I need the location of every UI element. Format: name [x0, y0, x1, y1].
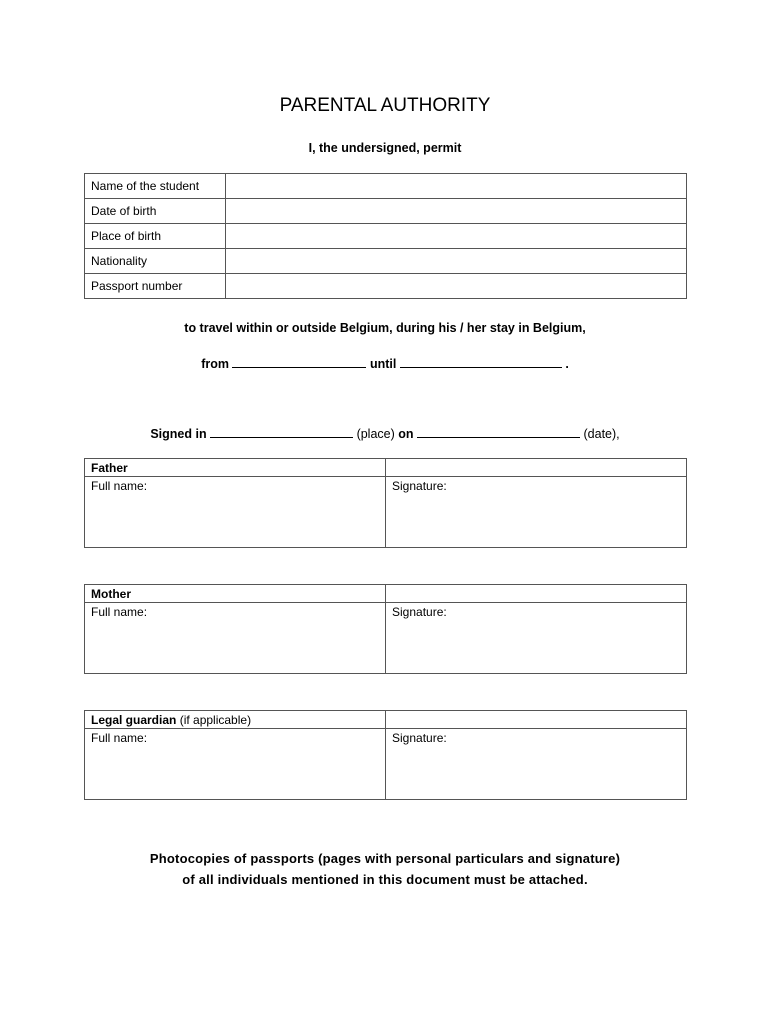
signed-in-line	[0, 426, 770, 441]
mother-header-empty	[386, 585, 687, 603]
place-label: (place)	[356, 427, 395, 441]
signed-in-label: Signed in	[150, 427, 207, 441]
from-date-blank[interactable]	[232, 356, 366, 368]
travel-permission-text: to travel within or outside Belgium, during his / her stay in Belgium,	[184, 321, 586, 335]
passport-number-row	[85, 274, 687, 299]
nationality-label: Nationality	[85, 249, 226, 274]
mother-table	[84, 584, 687, 674]
period-end-mark: .	[565, 357, 569, 371]
date-label: (date),	[583, 427, 620, 441]
father-signature-field[interactable]: Signature:	[386, 477, 687, 548]
father-full-name-field[interactable]: Full name:	[85, 477, 386, 548]
footer-note	[0, 848, 770, 890]
nationality-row	[85, 249, 687, 274]
place-of-birth-field[interactable]	[226, 224, 687, 249]
father-header-empty	[386, 459, 687, 477]
passport-number-label: Passport number	[85, 274, 226, 299]
travel-period-line	[0, 356, 770, 371]
legal-guardian-role-label: Legal guardian (if applicable)	[85, 711, 386, 729]
place-of-birth-label: Place of birth	[85, 224, 226, 249]
place-blank[interactable]	[210, 426, 353, 438]
legal-guardian-table	[84, 710, 687, 800]
footer-line-2: of all individuals mentioned in this document must be attached.	[182, 872, 588, 887]
date-of-birth-row	[85, 199, 687, 224]
legal-guardian-header-empty	[386, 711, 687, 729]
student-name-field[interactable]	[226, 174, 687, 199]
father-table	[84, 458, 687, 548]
mother-full-name-field[interactable]: Full name:	[85, 603, 386, 674]
mother-role-label: Mother	[85, 585, 386, 603]
until-date-blank[interactable]	[400, 356, 562, 368]
on-label: on	[398, 427, 414, 441]
passport-number-field[interactable]	[226, 274, 687, 299]
mother-signature-field[interactable]: Signature:	[386, 603, 687, 674]
document-title: PARENTAL AUTHORITY	[279, 95, 491, 116]
until-label: until	[369, 357, 397, 371]
place-of-birth-row	[85, 224, 687, 249]
date-blank[interactable]	[417, 426, 580, 438]
legal-guardian-signature-field[interactable]: Signature:	[386, 729, 687, 800]
legal-guardian-full-name-field[interactable]: Full name:	[85, 729, 386, 800]
student-name-label: Name of the student	[85, 174, 226, 199]
father-role-label: Father	[85, 459, 386, 477]
date-of-birth-label: Date of birth	[85, 199, 226, 224]
document-subtitle: I, the undersigned, permit	[308, 141, 462, 155]
from-label: from	[201, 357, 229, 371]
nationality-field[interactable]	[226, 249, 687, 274]
student-info-table	[84, 173, 687, 299]
footer-line-1: Photocopies of passports (pages with personal particulars and signature)	[149, 851, 621, 866]
date-of-birth-field[interactable]	[226, 199, 687, 224]
student-name-row	[85, 174, 687, 199]
